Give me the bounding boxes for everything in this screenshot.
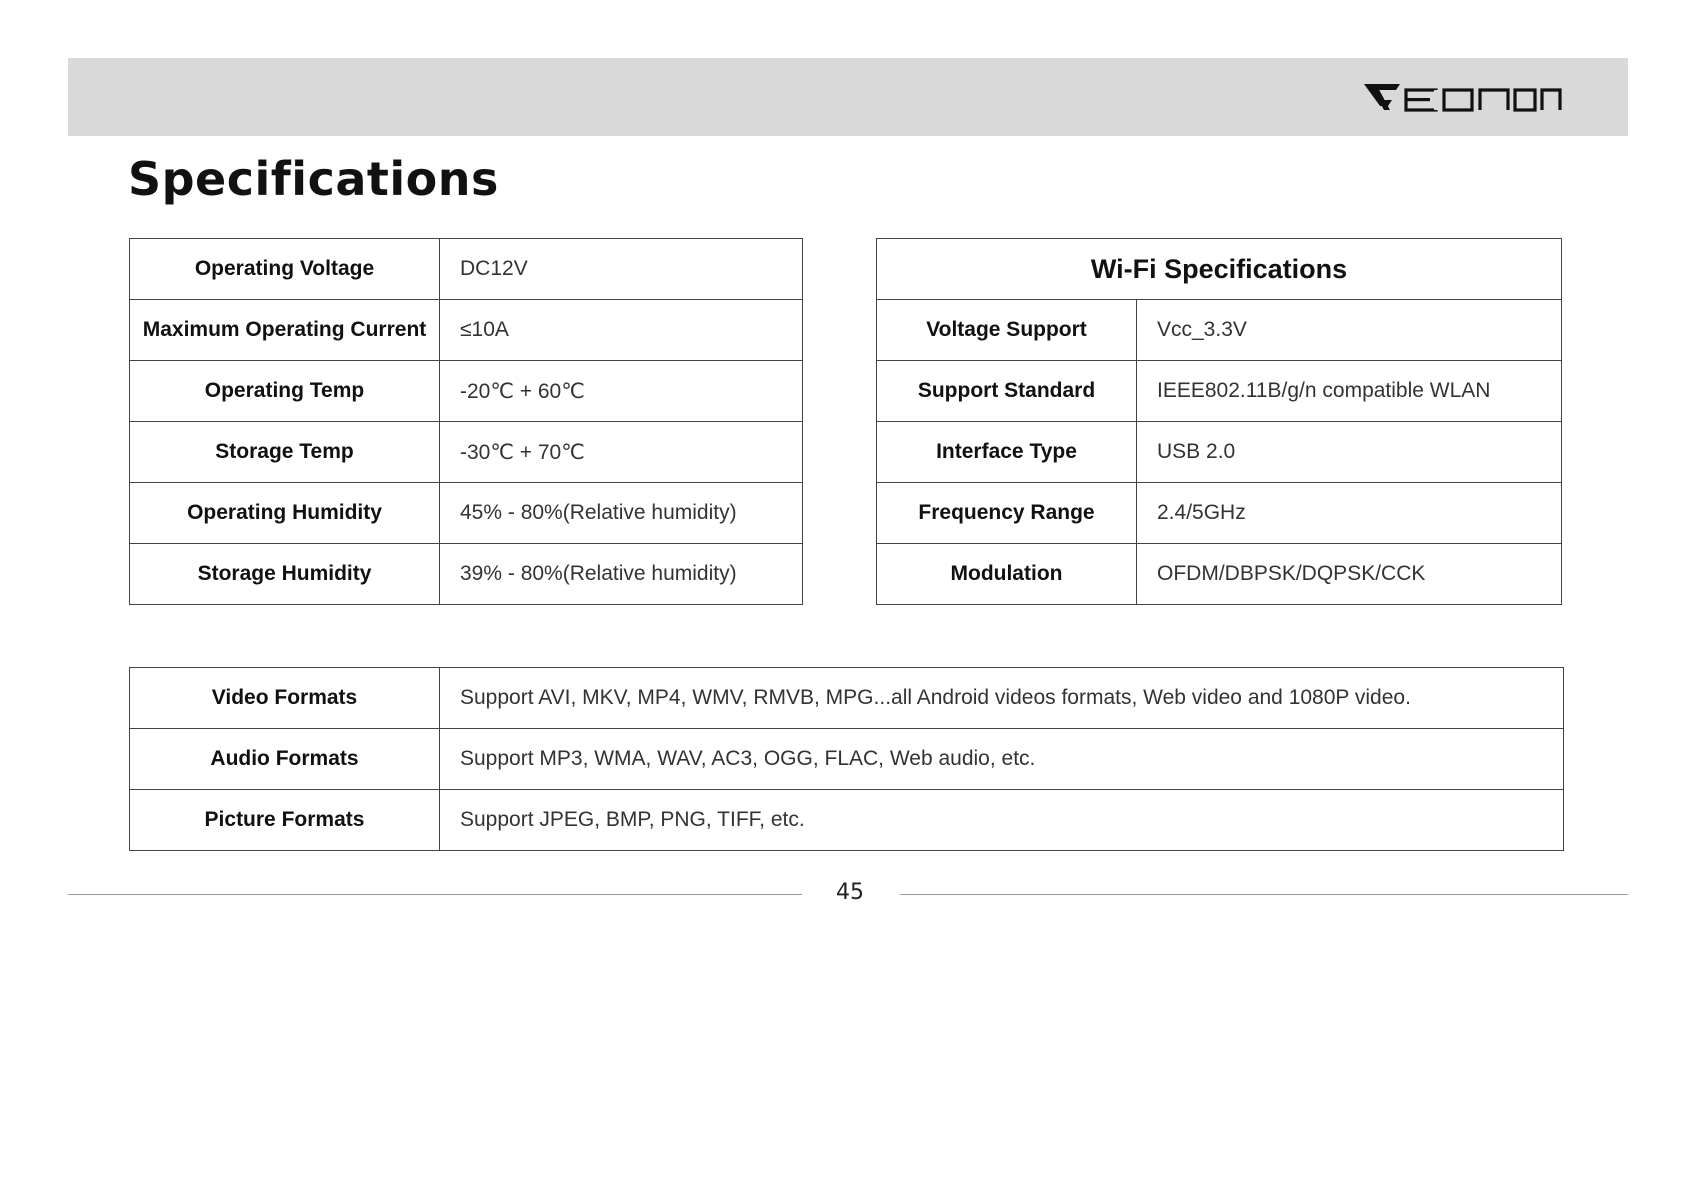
- page-number: 45: [836, 880, 864, 905]
- table-row: [130, 544, 803, 605]
- spec-label: Modulation: [877, 544, 1137, 605]
- spec-label: Support Standard: [877, 361, 1137, 422]
- table-row: [130, 422, 803, 483]
- wifi-specs-title: Wi-Fi Specifications: [877, 239, 1562, 300]
- spec-value: -20℃ + 60℃: [440, 361, 803, 422]
- table-row: [877, 422, 1562, 483]
- table-row: [877, 544, 1562, 605]
- spec-label: Video Formats: [130, 668, 440, 729]
- wifi-specs-table: [876, 238, 1562, 605]
- table-row: [130, 239, 803, 300]
- spec-label: Storage Temp: [130, 422, 440, 483]
- table-row: [877, 300, 1562, 361]
- spec-value: ≤10A: [440, 300, 803, 361]
- spec-value: 39% - 80%(Relative humidity): [440, 544, 803, 605]
- spec-value: IEEE802.11B/g/n compatible WLAN: [1137, 361, 1562, 422]
- table-row: [130, 483, 803, 544]
- table-row: [130, 729, 1564, 790]
- spec-value: OFDM/DBPSK/DQPSK/CCK: [1137, 544, 1562, 605]
- header-band: [68, 58, 1628, 136]
- page-title: Specifications: [128, 152, 499, 206]
- table-row: [130, 361, 803, 422]
- format-specs-table: [129, 667, 1564, 851]
- spec-value: 45% - 80%(Relative humidity): [440, 483, 803, 544]
- spec-label: Operating Humidity: [130, 483, 440, 544]
- spec-value: USB 2.0: [1137, 422, 1562, 483]
- spec-label: Voltage Support: [877, 300, 1137, 361]
- spec-value: Vcc_3.3V: [1137, 300, 1562, 361]
- table-header-row: [877, 239, 1562, 300]
- table-row: [877, 483, 1562, 544]
- spec-value: 2.4/5GHz: [1137, 483, 1562, 544]
- table-row: [130, 300, 803, 361]
- spec-value: -30℃ + 70℃: [440, 422, 803, 483]
- footer-divider-right: [900, 894, 1628, 895]
- spec-value: Support JPEG, BMP, PNG, TIFF, etc.: [440, 790, 1564, 851]
- power-specs-table: [129, 238, 803, 605]
- table-row: [130, 668, 1564, 729]
- spec-label: Operating Voltage: [130, 239, 440, 300]
- spec-label: Audio Formats: [130, 729, 440, 790]
- spec-label: Frequency Range: [877, 483, 1137, 544]
- spec-label: Interface Type: [877, 422, 1137, 483]
- spec-value: DC12V: [440, 239, 803, 300]
- eonon-logo: [1362, 80, 1562, 114]
- spec-label: Picture Formats: [130, 790, 440, 851]
- footer-divider-left: [68, 894, 802, 895]
- spec-label: Storage Humidity: [130, 544, 440, 605]
- spec-value: Support AVI, MKV, MP4, WMV, RMVB, MPG...all Android videos formats, Web video and 1080P video.: [440, 668, 1564, 729]
- table-row: [877, 361, 1562, 422]
- spec-label: Operating Temp: [130, 361, 440, 422]
- table-row: [130, 790, 1564, 851]
- spec-label: Maximum Operating Current: [130, 300, 440, 361]
- spec-value: Support MP3, WMA, WAV, AC3, OGG, FLAC, Web audio, etc.: [440, 729, 1564, 790]
